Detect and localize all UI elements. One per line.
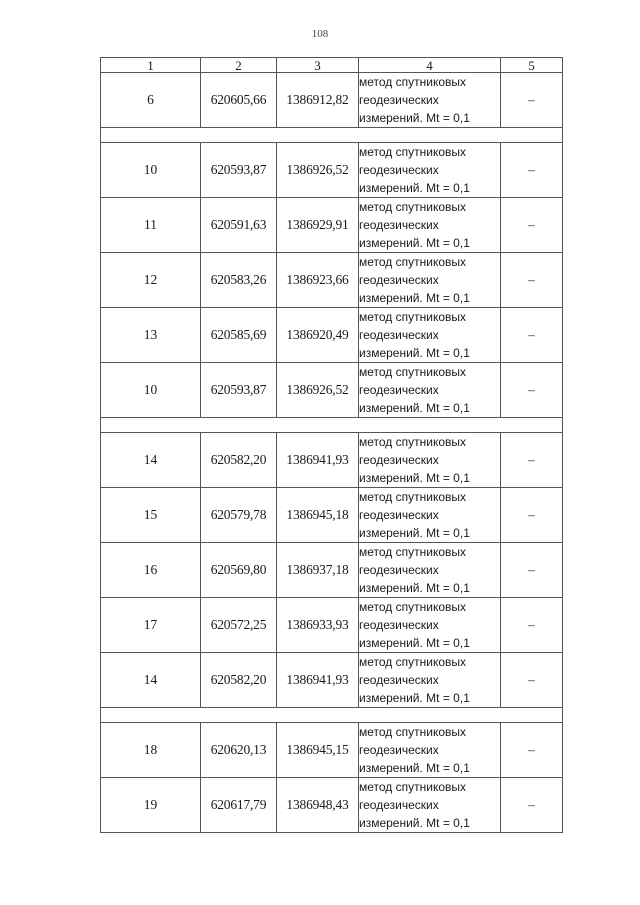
note-cell: –: [501, 198, 563, 253]
method-line: метод спутниковых: [359, 435, 467, 449]
y-coordinate-cell: 1386933,93: [277, 598, 359, 653]
point-number-cell: 10: [101, 363, 201, 418]
method-line: метод спутниковых: [359, 75, 467, 89]
method-line: измерений. Mt = 0,1: [359, 816, 470, 830]
header-col-1: 1: [101, 58, 201, 73]
method-line: геодезических: [359, 618, 439, 632]
y-coordinate-cell: 1386941,93: [277, 433, 359, 488]
table-row: [101, 723, 563, 778]
point-number-cell: 16: [101, 543, 201, 598]
method-cell: [359, 543, 501, 598]
y-coordinate-cell: 1386937,18: [277, 543, 359, 598]
method-line: измерений. Mt = 0,1: [359, 401, 470, 415]
point-number-cell: 13: [101, 308, 201, 363]
method-line: измерений. Mt = 0,1: [359, 581, 470, 595]
method-cell: [359, 433, 501, 488]
method-line: метод спутниковых: [359, 545, 467, 559]
method-line: метод спутниковых: [359, 655, 467, 669]
x-coordinate-cell: 620605,66: [201, 73, 277, 128]
x-coordinate-cell: 620617,79: [201, 778, 277, 833]
note-cell: –: [501, 253, 563, 308]
method-line: геодезических: [359, 508, 439, 522]
method-cell: [359, 73, 501, 128]
note-cell: –: [501, 543, 563, 598]
table-row: [101, 253, 563, 308]
table-row: [101, 73, 563, 128]
note-cell: –: [501, 723, 563, 778]
note-cell: –: [501, 143, 563, 198]
point-number-cell: 15: [101, 488, 201, 543]
method-line: метод спутниковых: [359, 725, 467, 739]
method-line: геодезических: [359, 163, 439, 177]
y-coordinate-cell: 1386920,49: [277, 308, 359, 363]
group-separator-cell: [101, 708, 563, 723]
method-line: метод спутниковых: [359, 780, 467, 794]
method-line: геодезических: [359, 218, 439, 232]
table-row: [101, 778, 563, 833]
x-coordinate-cell: 620593,87: [201, 143, 277, 198]
note-cell: –: [501, 653, 563, 708]
table-row: [101, 488, 563, 543]
page-number: 108: [311, 28, 329, 40]
method-line: метод спутниковых: [359, 310, 467, 324]
method-line: метод спутниковых: [359, 255, 467, 269]
method-cell: [359, 778, 501, 833]
note-cell: –: [501, 73, 563, 128]
table-row: [101, 363, 563, 418]
method-line: геодезических: [359, 673, 439, 687]
method-line: геодезических: [359, 453, 439, 467]
method-line: измерений. Mt = 0,1: [359, 526, 470, 540]
method-cell: [359, 308, 501, 363]
method-line: измерений. Mt = 0,1: [359, 236, 470, 250]
group-separator: [101, 418, 563, 433]
table-row: [101, 308, 563, 363]
method-line: измерений. Mt = 0,1: [359, 761, 470, 775]
method-cell: [359, 253, 501, 308]
method-line: измерений. Mt = 0,1: [359, 291, 470, 305]
method-cell: [359, 198, 501, 253]
group-separator-cell: [101, 418, 563, 433]
x-coordinate-cell: 620593,87: [201, 363, 277, 418]
point-number-cell: 14: [101, 653, 201, 708]
method-cell: [359, 723, 501, 778]
method-line: геодезических: [359, 383, 439, 397]
x-coordinate-cell: 620591,63: [201, 198, 277, 253]
method-line: геодезических: [359, 328, 439, 342]
point-number-cell: 19: [101, 778, 201, 833]
table-row: [101, 653, 563, 708]
point-number-cell: 17: [101, 598, 201, 653]
x-coordinate-cell: 620582,20: [201, 653, 277, 708]
table-row: [101, 433, 563, 488]
method-line: метод спутниковых: [359, 600, 467, 614]
method-line: метод спутниковых: [359, 490, 467, 504]
point-number-cell: 6: [101, 73, 201, 128]
table-row: [101, 198, 563, 253]
y-coordinate-cell: 1386923,66: [277, 253, 359, 308]
point-number-cell: 14: [101, 433, 201, 488]
method-cell: [359, 598, 501, 653]
method-line: геодезических: [359, 93, 439, 107]
y-coordinate-cell: 1386926,52: [277, 143, 359, 198]
group-separator: [101, 708, 563, 723]
method-cell: [359, 143, 501, 198]
y-coordinate-cell: 1386948,43: [277, 778, 359, 833]
coordinates-table: [100, 57, 563, 833]
point-number-cell: 18: [101, 723, 201, 778]
table-row: [101, 543, 563, 598]
note-cell: –: [501, 433, 563, 488]
y-coordinate-cell: 1386912,82: [277, 73, 359, 128]
method-cell: [359, 488, 501, 543]
x-coordinate-cell: 620572,25: [201, 598, 277, 653]
method-line: метод спутниковых: [359, 200, 467, 214]
table-body: [101, 73, 563, 833]
method-line: геодезических: [359, 563, 439, 577]
method-cell: [359, 363, 501, 418]
note-cell: –: [501, 308, 563, 363]
x-coordinate-cell: 620585,69: [201, 308, 277, 363]
method-line: геодезических: [359, 743, 439, 757]
y-coordinate-cell: 1386929,91: [277, 198, 359, 253]
group-separator-cell: [101, 128, 563, 143]
x-coordinate-cell: 620620,13: [201, 723, 277, 778]
header-col-3: 3: [277, 58, 359, 73]
y-coordinate-cell: 1386926,52: [277, 363, 359, 418]
note-cell: –: [501, 778, 563, 833]
point-number-cell: 10: [101, 143, 201, 198]
y-coordinate-cell: 1386945,15: [277, 723, 359, 778]
method-line: геодезических: [359, 798, 439, 812]
x-coordinate-cell: 620583,26: [201, 253, 277, 308]
note-cell: –: [501, 488, 563, 543]
method-line: измерений. Mt = 0,1: [359, 346, 470, 360]
method-line: измерений. Mt = 0,1: [359, 636, 470, 650]
table-row: [101, 143, 563, 198]
method-cell: [359, 653, 501, 708]
method-line: измерений. Mt = 0,1: [359, 691, 470, 705]
point-number-cell: 11: [101, 198, 201, 253]
group-separator: [101, 128, 563, 143]
method-line: измерений. Mt = 0,1: [359, 181, 470, 195]
header-col-2: 2: [201, 58, 277, 73]
method-line: измерений. Mt = 0,1: [359, 471, 470, 485]
header-col-5: 5: [501, 58, 563, 73]
y-coordinate-cell: 1386945,18: [277, 488, 359, 543]
note-cell: –: [501, 363, 563, 418]
header-col-4: 4: [359, 58, 501, 73]
note-cell: –: [501, 598, 563, 653]
y-coordinate-cell: 1386941,93: [277, 653, 359, 708]
point-number-cell: 12: [101, 253, 201, 308]
x-coordinate-cell: 620579,78: [201, 488, 277, 543]
method-line: измерений. Mt = 0,1: [359, 111, 470, 125]
method-line: метод спутниковых: [359, 365, 467, 379]
table-row: [101, 598, 563, 653]
table-header: [101, 58, 563, 73]
x-coordinate-cell: 620569,80: [201, 543, 277, 598]
method-line: геодезических: [359, 273, 439, 287]
x-coordinate-cell: 620582,20: [201, 433, 277, 488]
method-line: метод спутниковых: [359, 145, 467, 159]
